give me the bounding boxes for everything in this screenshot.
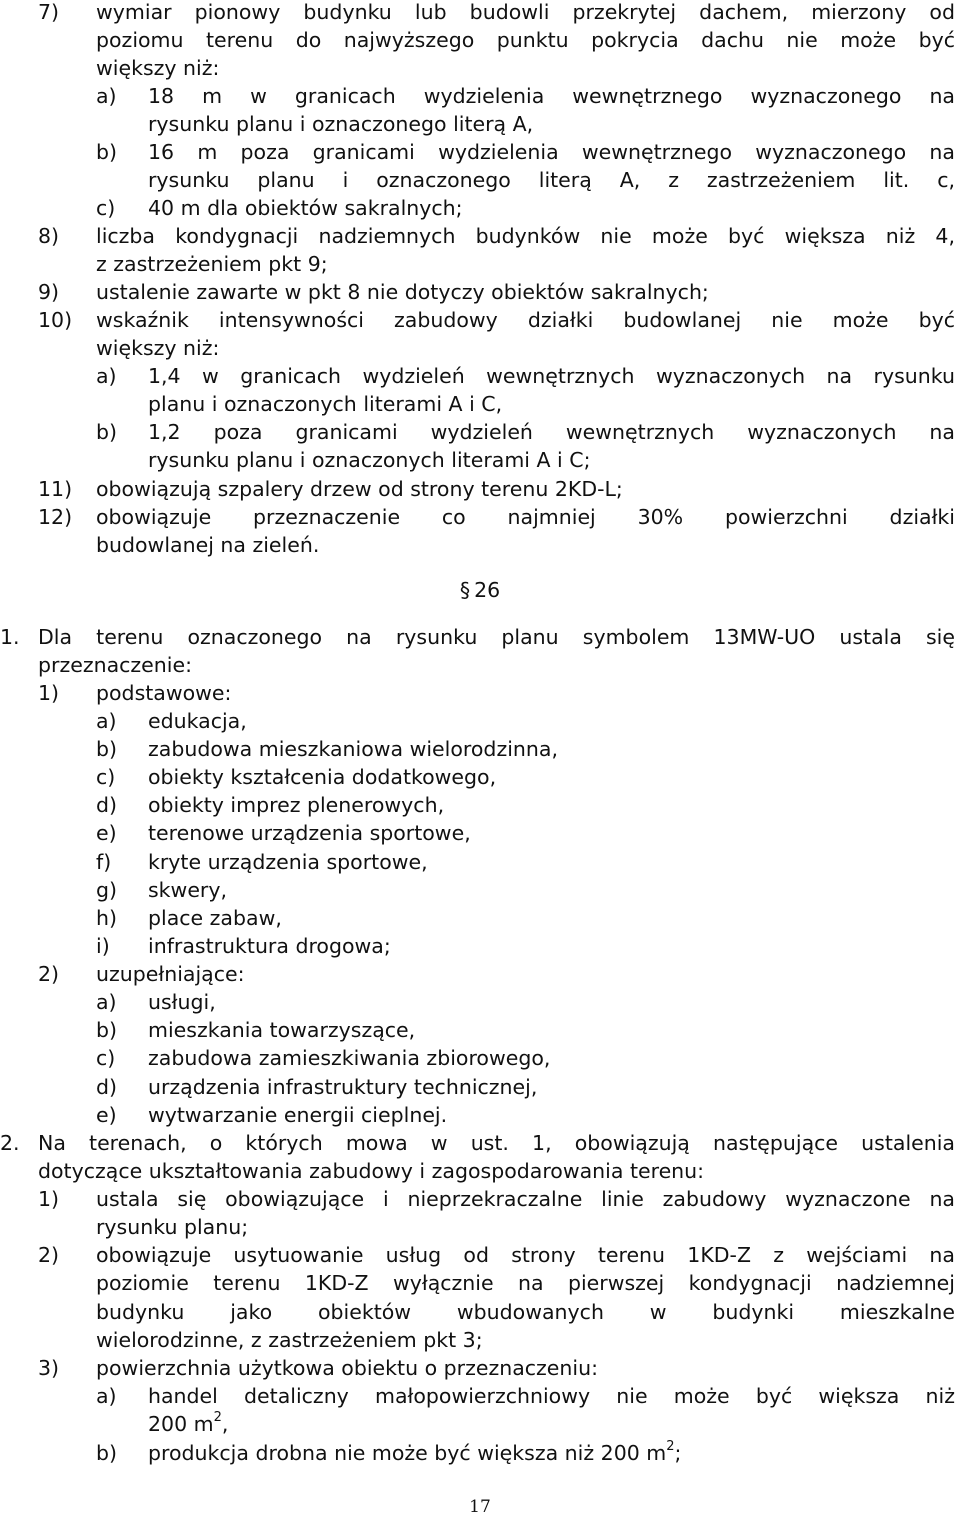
line-text: większy niż:	[96, 336, 220, 360]
line-text: obowiązują szpalery drzew od strony terenu 2KD-L;	[96, 477, 623, 501]
text-line	[0, 1326, 960, 1354]
list-marker: b)	[96, 1441, 118, 1465]
unit-superscript: 2	[666, 1439, 675, 1455]
line-text: Na terenach, o których mowa w ust. 1, obowiązują następujące ustalenia	[38, 1131, 955, 1155]
line-text: powierzchnia użytkowa obiektu o przeznaczeniu:	[96, 1356, 598, 1380]
unit-superscript: 2	[213, 1410, 222, 1426]
list-marker: a)	[96, 364, 117, 388]
line-text: ustala się obowiązujące i nieprzekraczalne linie zabudowy wyznaczone na	[96, 1187, 955, 1211]
list-marker: 1.	[0, 625, 20, 649]
line-text: ustalenie zawarte w pkt 8 nie dotyczy obiektów sakralnych;	[96, 280, 709, 304]
list-marker: b)	[96, 140, 118, 164]
list-marker: 9)	[38, 280, 60, 304]
line-text: rysunku planu i oznaczonego literą A, z zastrzeżeniem lit. c,	[148, 168, 955, 192]
line-text: edukacja,	[148, 709, 247, 733]
text-line	[0, 791, 960, 819]
text-line	[0, 0, 960, 26]
list-marker: 2.	[0, 1131, 20, 1155]
text-line	[0, 26, 960, 54]
section-symbol: §	[459, 578, 471, 602]
text-line	[0, 278, 960, 306]
list-marker: d)	[96, 1075, 118, 1099]
line-text: obiekty kształcenia dodatkowego,	[148, 765, 497, 789]
line-text: infrastruktura drogowa;	[148, 934, 391, 958]
line-text: kryte urządzenia sportowe,	[148, 850, 428, 874]
list-marker: b)	[96, 420, 118, 444]
line-text	[148, 1410, 228, 1438]
list-marker: 1)	[38, 681, 60, 705]
line-text: większy niż:	[96, 56, 220, 80]
line-text: podstawowe:	[96, 681, 232, 705]
text-line	[0, 475, 960, 503]
text-before-unit: produkcja drobna nie może być większa niż 200 m	[148, 1441, 667, 1465]
text-line	[0, 1298, 960, 1326]
text-line	[0, 1213, 960, 1241]
line-text: budynku jako obiektów wbudowanych w budynki mieszkalne	[96, 1300, 955, 1324]
text-line	[0, 1241, 960, 1269]
line-text: planu i oznaczonych literami A i C,	[148, 392, 503, 416]
line-text: urządzenia infrastruktury technicznej,	[148, 1075, 538, 1099]
text-line	[0, 1073, 960, 1101]
line-text: 40 m dla obiektów sakralnych;	[148, 196, 463, 220]
line-text: handel detaliczny małopowierzchniowy nie może być większa niż	[148, 1384, 955, 1408]
text-line	[0, 1439, 960, 1467]
text-line	[0, 138, 960, 166]
text-line	[0, 763, 960, 791]
text-line	[0, 1185, 960, 1213]
list-marker: g)	[96, 878, 118, 902]
line-text: dotyczące ukształtowania zabudowy i zagospodarowania terenu:	[38, 1159, 705, 1183]
list-marker: 12)	[38, 505, 73, 529]
list-marker: f)	[96, 850, 112, 874]
text-after-unit: ;	[674, 1441, 682, 1465]
list-marker: h)	[96, 906, 117, 930]
text-before-unit: 200 m	[148, 1412, 214, 1436]
list-marker: 8)	[38, 224, 60, 248]
line-text: usługi,	[148, 990, 216, 1014]
text-line	[0, 390, 960, 418]
text-line	[0, 110, 960, 138]
text-line	[0, 904, 960, 932]
list-marker: e)	[96, 1103, 117, 1127]
line-text: obiekty imprez plenerowych,	[148, 793, 445, 817]
line-text: obowiązuje przeznaczenie co najmniej 30% powierzchni działki	[96, 505, 955, 529]
text-line	[0, 932, 960, 960]
list-marker: 3)	[38, 1356, 60, 1380]
line-text: rysunku planu i oznaczonego literą A,	[148, 112, 534, 136]
line-text: obowiązuje usytuowanie usług od strony terenu 1KD-Z z wejściami na	[96, 1243, 955, 1267]
list-marker: 1)	[38, 1187, 60, 1211]
line-text: rysunku planu;	[96, 1215, 249, 1239]
line-text: budowlanej na zieleń.	[96, 533, 320, 557]
text-line	[0, 1129, 960, 1157]
text-line	[0, 960, 960, 988]
list-marker: a)	[96, 84, 117, 108]
text-line	[0, 54, 960, 82]
text-line	[0, 988, 960, 1016]
text-line	[0, 1157, 960, 1185]
line-text: poziomie terenu 1KD-Z wyłącznie na pierwszej kondygnacji nadziemnej	[96, 1271, 955, 1295]
text-line	[0, 531, 960, 559]
line-text: przeznaczenie:	[38, 653, 192, 677]
text-line	[0, 446, 960, 474]
text-line	[0, 623, 960, 651]
text-line	[0, 166, 960, 194]
text-line	[0, 306, 960, 334]
line-text	[148, 1439, 681, 1467]
line-text: poziomu terenu do najwyższego punktu pokrycia dachu nie może być	[96, 28, 955, 52]
line-text: zabudowa zamieszkiwania zbiorowego,	[148, 1046, 551, 1070]
line-text: 1,4 w granicach wydzieleń wewnętrznych wyznaczonych na rysunku	[148, 364, 955, 388]
list-marker: a)	[96, 709, 117, 733]
text-line	[0, 362, 960, 390]
text-line	[0, 735, 960, 763]
text-line	[0, 819, 960, 847]
text-line	[0, 418, 960, 446]
list-marker: a)	[96, 1384, 117, 1408]
list-marker: 10)	[38, 308, 73, 332]
list-marker: b)	[96, 1018, 118, 1042]
text-line	[0, 250, 960, 278]
line-text: zabudowa mieszkaniowa wielorodzinna,	[148, 737, 558, 761]
text-line	[0, 1410, 960, 1438]
list-marker: e)	[96, 821, 117, 845]
text-line	[0, 82, 960, 110]
line-text: uzupełniające:	[96, 962, 245, 986]
line-text: rysunku planu i oznaczonych literami A i C;	[148, 448, 591, 472]
section-heading	[0, 576, 960, 604]
text-line	[0, 334, 960, 362]
list-marker: i)	[96, 934, 110, 958]
line-text: z zastrzeżeniem pkt 9;	[96, 252, 328, 276]
text-line	[0, 848, 960, 876]
text-line	[0, 1269, 960, 1297]
line-text: 1,2 poza granicami wydzieleń wewnętrznych wyznaczonych na	[148, 420, 955, 444]
text-after-unit: ,	[221, 1412, 229, 1436]
text-line	[0, 1354, 960, 1382]
text-line	[0, 1101, 960, 1129]
text-line	[0, 707, 960, 735]
line-text: wskaźnik intensywności zabudowy działki budowlanej nie może być	[96, 308, 955, 332]
text-line	[0, 1382, 960, 1410]
text-line	[0, 503, 960, 531]
list-marker: 2)	[38, 962, 60, 986]
line-text: 18 m w granicach wydzielenia wewnętrznego wyznaczonego na	[148, 84, 955, 108]
line-text: wielorodzinne, z zastrzeżeniem pkt 3;	[96, 1328, 483, 1352]
list-marker: a)	[96, 990, 117, 1014]
text-line	[0, 1016, 960, 1044]
text-line	[0, 651, 960, 679]
line-text: skwery,	[148, 878, 228, 902]
line-text: liczba kondygnacji nadziemnych budynków nie może być większa niż 4,	[96, 224, 955, 248]
list-marker: 2)	[38, 1243, 60, 1267]
list-marker: b)	[96, 737, 118, 761]
page-number: 17	[469, 1497, 491, 1517]
list-marker: 7)	[38, 0, 60, 24]
line-text: place zabaw,	[148, 906, 282, 930]
text-line	[0, 1044, 960, 1072]
line-text: 16 m poza granicami wydzielenia wewnętrznego wyznaczonego na	[148, 140, 955, 164]
line-text: mieszkania towarzyszące,	[148, 1018, 416, 1042]
list-marker: c)	[96, 196, 116, 220]
text-line	[0, 194, 960, 222]
line-text: wytwarzanie energii cieplnej.	[148, 1103, 448, 1127]
section-number: 26	[474, 578, 501, 602]
text-line	[0, 876, 960, 904]
line-text: terenowe urządzenia sportowe,	[148, 821, 471, 845]
list-marker: d)	[96, 793, 118, 817]
line-text: wymiar pionowy budynku lub budowli przekrytej dachem, mierzony od	[96, 0, 955, 24]
list-marker: 11)	[38, 477, 73, 501]
line-text: Dla terenu oznaczonego na rysunku planu symbolem 13MW-UO ustala się	[38, 625, 955, 649]
list-marker: c)	[96, 765, 116, 789]
text-line	[0, 679, 960, 707]
text-line	[0, 222, 960, 250]
list-marker: c)	[96, 1046, 116, 1070]
